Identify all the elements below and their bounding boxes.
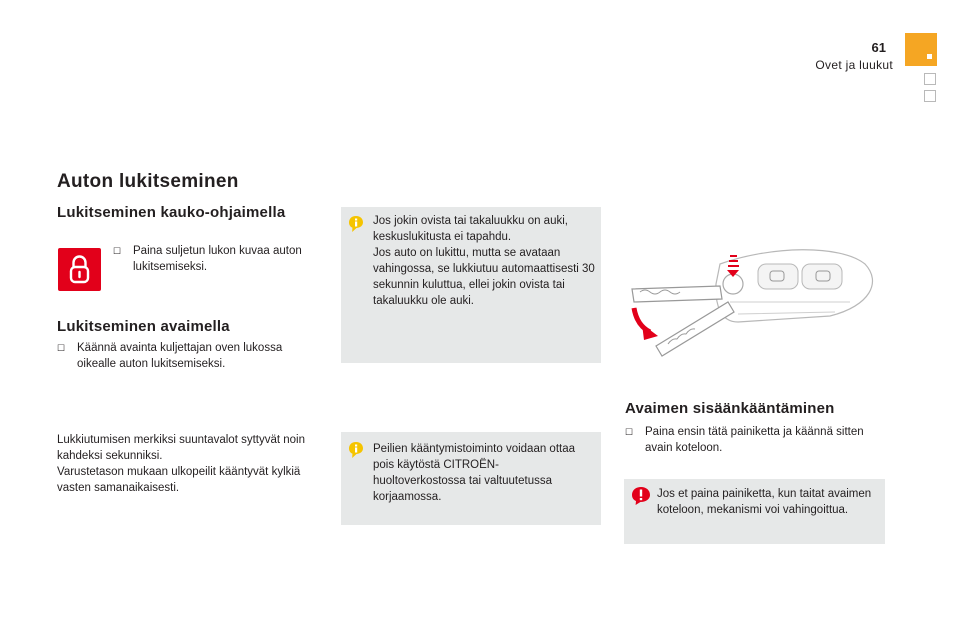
checkbox-bullet-icon: ☐: [113, 246, 122, 256]
info-icon: [349, 216, 363, 232]
info-text: Jos jokin ovista tai takaluukku on auki, keskuslukitusta ei tapahdu.: [373, 215, 568, 243]
key-locking-text: Käännä avainta kuljettajan oven lukossa oikealle auton lukitsemiseksi.: [77, 342, 283, 370]
page-number: 61: [871, 40, 886, 55]
folding-key-illustration: [620, 244, 880, 364]
key-locking-heading: Lukitseminen avaimella: [57, 318, 230, 335]
chapter-tab: [905, 33, 937, 66]
fold-key-text: Paina ensin tätä painiketta ja käännä sitten avain koteloon.: [645, 426, 864, 454]
remote-locking-text: Paina suljetun lukon kuvaa auton lukitsemiseksi.: [133, 245, 302, 273]
info-icon: [349, 442, 363, 458]
page-marker-box: [924, 73, 936, 85]
warning-text: Jos et paina painiketta, kun taitat avaimen koteloon, mekanismi voi vahingoittua.: [657, 488, 872, 516]
locking-note-line: Varustetason mukaan ulkopeilit kääntyvät kylkiä vasten samanaikaisesti.: [57, 466, 301, 494]
remote-locking-heading: Lukitseminen kauko-ohjaimella: [57, 204, 286, 221]
info-box-central-locking: [341, 207, 601, 363]
warning-exclamation-icon: [632, 487, 650, 505]
warning-box: [624, 479, 885, 544]
info-box-mirror-folding: [341, 432, 601, 525]
page-title: Auton lukitseminen: [57, 171, 239, 192]
info-text: Peilien kääntymistoiminto voidaan ottaa pois käytöstä CITROËN-huoltoverkostossa tai valtuutetussa korjaamossa.: [373, 443, 576, 503]
lock-button-tile: [58, 248, 101, 291]
remote-locking-step: [113, 243, 325, 275]
checkbox-bullet-icon: ☐: [57, 343, 66, 353]
locking-note-line: Lukkiutumisen merkiksi suuntavalot syttyvät noin kahdeksi sekunniksi.: [57, 434, 305, 462]
fold-key-heading: Avaimen sisäänkääntäminen: [625, 400, 835, 417]
info-text: Jos auto on lukittu, mutta se avataan vahingossa, se lukkiutuu automaattisesti 30 sekunnin kuluttua, ellei jokin ovista tai takaluukku ole auki.: [373, 247, 595, 307]
padlock-closed-icon: [58, 248, 101, 291]
section-title: Ovet ja luukut: [815, 58, 893, 72]
locking-note: [57, 432, 307, 496]
page-marker-box: [924, 90, 936, 102]
checkbox-bullet-icon: ☐: [625, 427, 634, 437]
key-locking-step: [57, 340, 307, 372]
fold-key-step: [625, 424, 887, 456]
